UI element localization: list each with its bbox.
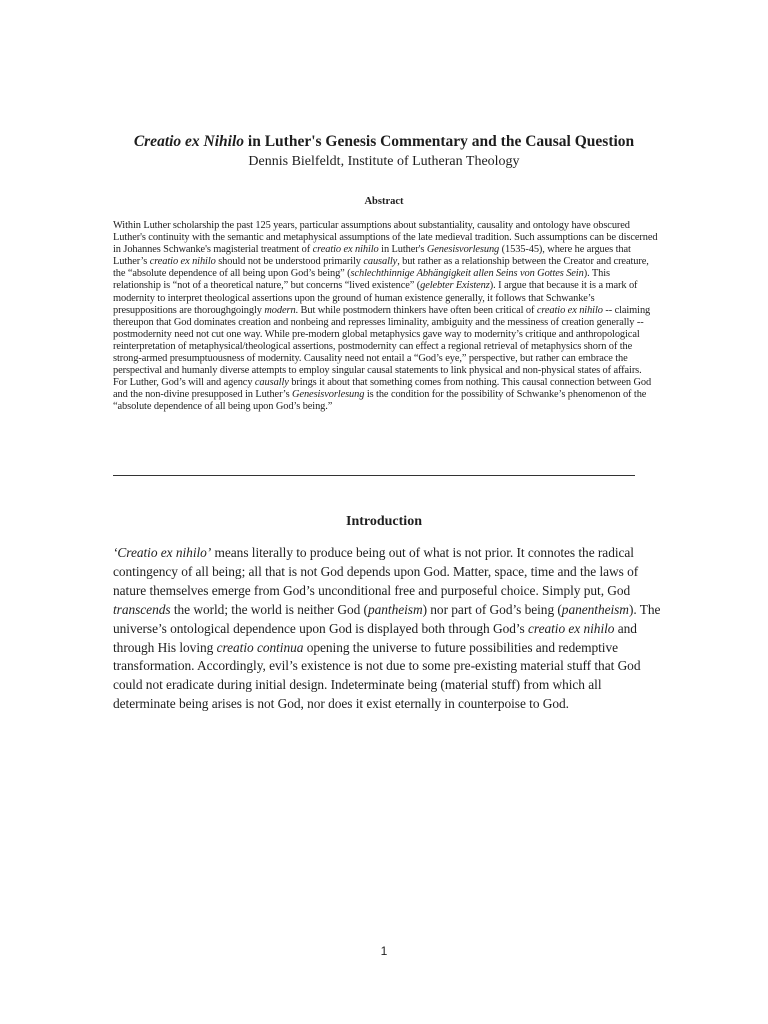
abstract-emphasis: creatio ex nihilo — [312, 244, 379, 256]
abstract-emphasis: causally — [254, 377, 289, 389]
intro-emphasis: transcends — [113, 601, 171, 617]
paper-title — [60, 131, 708, 152]
intro-text: opening the universe to future possibilities and redemptive transformation. Accordingly, evil’s existence is not due to some pre-existing material stuff that God could not eradicate during initial design. Indeterminate being (material stuff) from which all determinate being arises is not God, nor does it exist eternally in counterpoise to God. — [113, 639, 641, 712]
abstract-emphasis: modern — [264, 304, 296, 316]
intro-emphasis: pantheism — [367, 601, 423, 617]
abstract-text: in Luther's — [378, 244, 427, 256]
title-block — [60, 131, 708, 171]
intro-emphasis: creatio ex nihilo — [528, 620, 615, 636]
intro-text: the world; the world is neither God ( — [170, 601, 368, 617]
abstract-text: Within Luther scholarship the past 125 years, particular assumptions about substantiality, causality and ontology have obscured Luther's continuity with the semantic and metaphysical assumptions of the late medieval tradition. Such assumptions can be discerned in Johannes Schwanke's magisterial treatment of — [113, 220, 658, 256]
abstract-text: is the condition for the possibility of Schwanke’s phenomenon of the “absolute dependence of all being upon God’s being.” — [113, 389, 647, 413]
abstract-text: ). This relationship is “not of a theoretical nature,” but concerns “lived existence” ( — [113, 268, 610, 292]
intro-emphasis: ‘Creatio ex nihilo’ — [113, 545, 212, 560]
intro-emphasis: creatio continua — [216, 639, 304, 655]
section-heading-introduction: Introduction — [346, 514, 422, 529]
abstract-emphasis: Genesisvorlesung — [426, 244, 500, 256]
intro-text: ) nor part of God’s being ( — [422, 601, 562, 617]
abstract-text: ). I argue that because it is a mark of modernity to interpret theological assertions upon the ground of human existence generally, it follows that Schwanke’s presuppositions are thoroughgoingly — [113, 280, 638, 316]
abstract-emphasis: creatio ex nihilo — [149, 256, 216, 268]
abstract-emphasis: creatio ex nihilo — [536, 304, 603, 316]
abstract-paragraph — [113, 220, 658, 414]
abstract-text: -- claiming thereupon that God dominates creation and nonbeing and represses liminality, ambiguity and the messiness of creation generally -- postmodernity need not cut one way. While pre-modern global metaphysics gave way to modernity’s critique and anthropological reinterpretation of metaphysical/theological assertions, postmodernity can effect a regional retrieval of metaphysics shorn of the strong-armed presumptuousness of modernity. Causality need not entail a “God’s eye,” perspective, but rather can embrace the perspectival and humanly diverse attempts to employ singular causal statements to link physical and non-physical states of affairs. For Luther, God’s will and agency — [113, 304, 651, 389]
abstract-text: (1535-45), where he argues that Luther’s — [113, 244, 631, 268]
paper-author: Dennis Bielfeldt, Institute of Lutheran Theology — [248, 154, 520, 169]
abstract-emphasis: Genesisvorlesung — [292, 389, 365, 401]
abstract-separator-rule — [113, 475, 635, 476]
intro-text: ). The universe’s ontological dependence upon God is displayed both through God’s — [113, 601, 661, 636]
abstract-text: , but rather as a relationship between the Creator and creature, the “absolute dependence of all being upon God’s being” ( — [113, 256, 649, 280]
intro-emphasis: panentheism — [561, 601, 629, 617]
abstract-text: . But while postmodern thinkers have often been critical of — [295, 304, 537, 316]
abstract-emphasis: gelebter Existenz — [420, 280, 490, 292]
intro-text: and through His loving — [113, 620, 637, 655]
page-number: 1 — [380, 944, 388, 958]
abstract-heading: Abstract — [364, 196, 404, 207]
paper-title-italic: Creatio ex Nihilo — [133, 133, 245, 150]
paper-title-rest: in Luther's Genesis Commentary and the Causal Question — [244, 133, 635, 150]
intro-text: means literally to produce being out of what is not prior. It connotes the radical contingency of all being; all that is not God depends upon God. Matter, space, time and the laws of nature themselves emerge from God’s unconditional free and purposeful choice. Simply put, God — [113, 545, 639, 598]
introduction-paragraph — [113, 544, 661, 714]
abstract-text: brings it about that something comes from nothing. This causal connection between God and the non-divine presupposed in Luther’s — [113, 377, 652, 401]
abstract-emphasis: causally — [363, 256, 398, 268]
abstract-emphasis: schlechthinnige Abhängigkeit allen Seins von Gottes Sein — [350, 268, 584, 280]
abstract-text: should not be understood primarily — [215, 256, 364, 268]
